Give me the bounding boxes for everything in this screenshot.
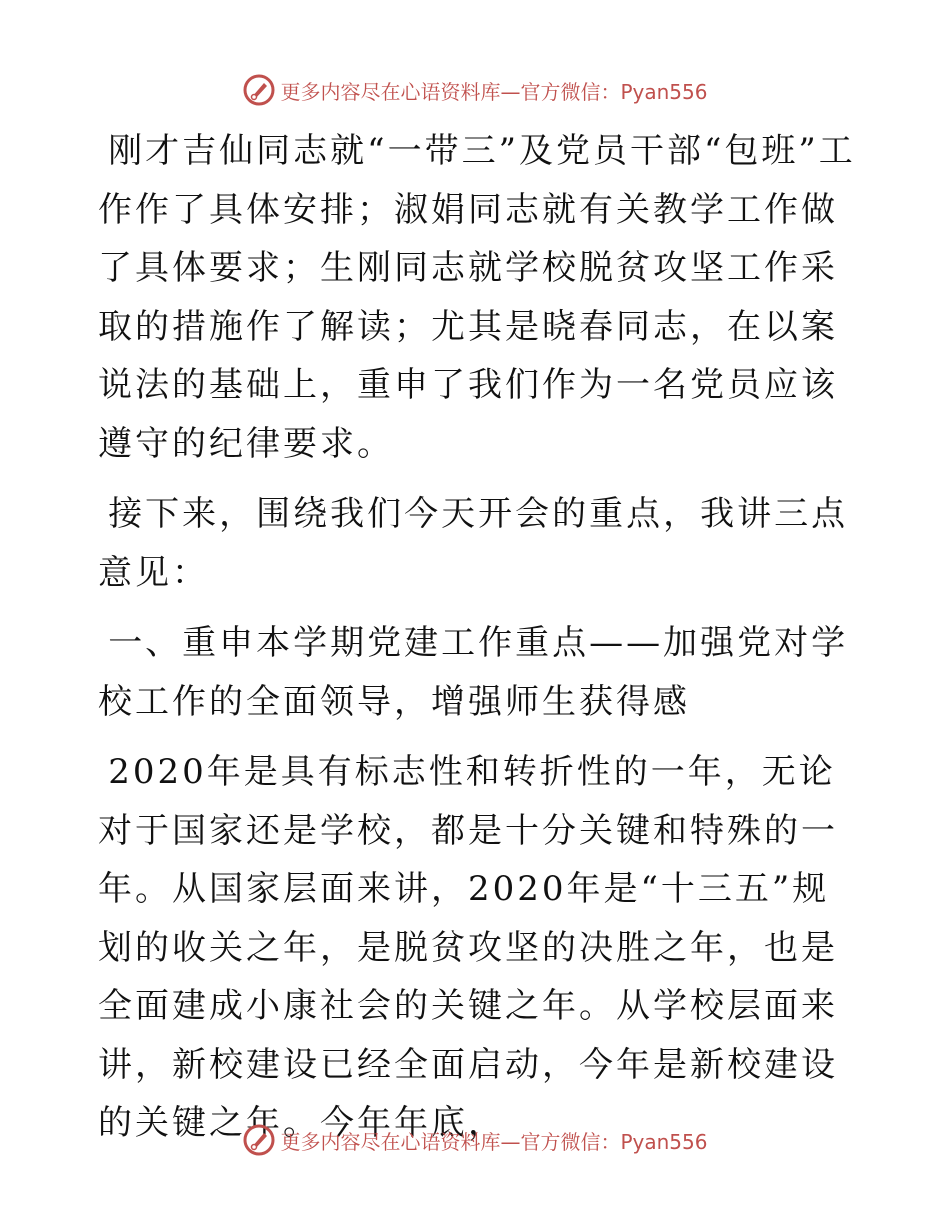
pen-seal-icon xyxy=(242,73,276,107)
banner-text: 更多内容尽在心语资料库—官方微信：Pyan556 xyxy=(280,1129,708,1154)
paragraph-intro: 刚才吉仙同志就“一带三”及党员干部“包班”工作作了具体安排；淑娟同志就有关教学工作做了具体要求；生刚同志就学校脱贫攻坚工作采取的措施作了解读；尤其是晓春同志，在以案说法的基础上，重申了我们作为一名党员应该遵守的纪律要求。 xyxy=(98,131,856,464)
pen-seal-icon xyxy=(242,1123,276,1157)
document-body xyxy=(98,122,858,1165)
footer-banner xyxy=(0,1120,950,1160)
paragraph-2020: 2020年是具有标志性和转折性的一年，无论对于国家还是学校，都是十分关键和特殊的一年。从国家层面来讲，2020年是“十三五”规划的收关之年，是脱贫攻坚的决胜之年，也是全面建成小康社会的关键之年。从学校层面来讲，新校建设已经全面启动，今年是新校建设的关键之年。今年年底， xyxy=(98,752,838,1143)
header-banner xyxy=(0,70,950,110)
section-heading-one: 一、重申本学期党建工作重点——加强党对学校工作的全面领导，增强师生获得感 xyxy=(98,623,849,722)
paragraph-transition: 接下来，围绕我们今天开会的重点，我讲三点意见： xyxy=(98,494,849,593)
banner-text: 更多内容尽在心语资料库—官方微信：Pyan556 xyxy=(280,79,708,104)
